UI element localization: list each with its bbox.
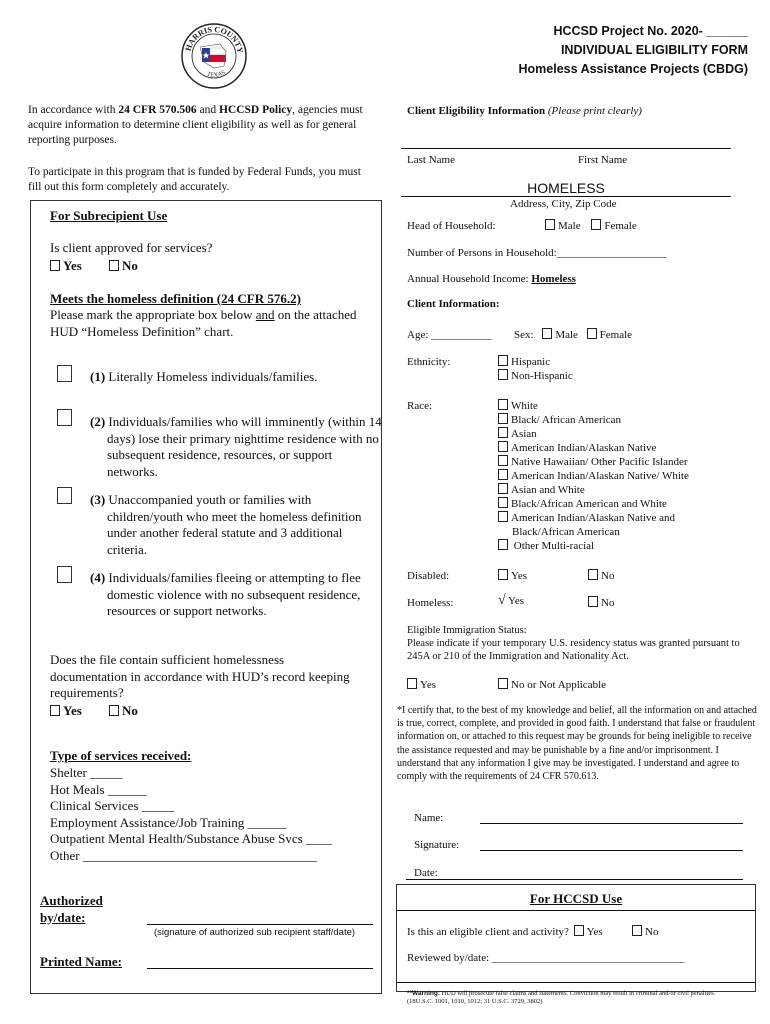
race-checkbox[interactable]: [498, 469, 508, 480]
services-title: Type of services received:: [50, 748, 192, 763]
option-1: (1) Literally Homeless individuals/families.: [90, 369, 318, 384]
unaccompanied-youth-checkbox[interactable]: [57, 487, 72, 504]
authorized-signature-line[interactable]: [147, 924, 373, 925]
literally-homeless-checkbox[interactable]: [57, 365, 72, 382]
first-name-label: First Name: [578, 154, 628, 166]
approved-options: Yes No: [50, 258, 138, 275]
certification-statement: *I certify that, to the best of my knowledge and belief, all the information on and attached is true, correct, complete, and provided in good faith. I understand that false or fraudulent information on, or attached to this request may be grounds for being ineligible to receive the assistance requested and may be punishable by a fine and/or imprisonment. I understand that any information I give may be investigated. I understand and agree to comply with the requirements of 24 CFR 570.613.: [397, 705, 757, 783]
hccsd-use-title: For HCCSD Use: [529, 891, 623, 906]
hoh-female-checkbox[interactable]: [591, 219, 601, 230]
federal-funds-paragraph: To participate in this program that is funded by Federal Funds, you must fill out this form completely and accurately.: [28, 166, 361, 193]
sex-field: Sex: Male Female: [514, 329, 633, 341]
signature-line[interactable]: [480, 850, 743, 851]
race-options: White Black/ African American Asian American Indian/Alaskan Native Native Hawaiian/ Other Pacific Islander American Indian/Alaskan Native/ White Asian and White Black/African American and White American Indian/Alaskan Native and Black/African American Other Multi-racial: [498, 399, 689, 553]
service-other[interactable]: Other ____________________________________: [50, 847, 317, 863]
project-number: HCCSD Project No. 2020- ______: [553, 24, 748, 38]
homeless-no: No: [588, 596, 614, 610]
immigration-no: No or Not Applicable: [498, 678, 606, 692]
ethnicity-checkbox[interactable]: [498, 355, 508, 366]
race-checkbox[interactable]: [498, 399, 508, 410]
head-of-household-options: Male Female: [545, 219, 637, 233]
disabled-no-checkbox[interactable]: [588, 569, 598, 580]
seal-bottom-text: TEXAS: [206, 69, 227, 79]
disabled-yes-checkbox[interactable]: [498, 569, 508, 580]
documentation-options: Yes No: [50, 703, 138, 720]
eligible-no-checkbox[interactable]: [632, 925, 642, 936]
program-title: Homeless Assistance Projects (CBDG): [518, 62, 748, 76]
service-hot-meals[interactable]: Hot Meals ______: [50, 781, 147, 797]
immigration-yes-checkbox[interactable]: [407, 678, 417, 689]
homeless-yes: √ Yes: [498, 593, 525, 608]
head-of-household-label: Head of Household:: [407, 220, 496, 232]
eligible-no: No: [632, 925, 658, 939]
approved-yes-checkbox[interactable]: [50, 260, 60, 271]
service-mental-health[interactable]: Outpatient Mental Health/Substance Abuse Svcs ____: [50, 831, 332, 846]
client-information-title: Client Information:: [407, 298, 500, 310]
ethnicity-checkbox[interactable]: [498, 369, 508, 380]
authorized-label: Authorized by/date:: [40, 893, 103, 925]
race-checkbox[interactable]: [498, 455, 508, 466]
option-3: (3) Unaccompanied youth or families with children/youth who meet the homeless definition under another federal statute and 3 additional criteria.: [90, 492, 362, 557]
signature-label: Signature:: [414, 839, 460, 851]
race-checkbox[interactable]: [498, 483, 508, 494]
fleeing-violence-checkbox[interactable]: [57, 566, 72, 583]
disabled-no: No: [588, 569, 614, 583]
form-header: [519, 22, 748, 79]
name-label: Name:: [414, 812, 444, 824]
service-employment[interactable]: Employment Assistance/Job Training ______: [50, 814, 287, 830]
homeless-no-checkbox[interactable]: [588, 596, 598, 607]
seal-top-text: HARRIS COUNTY: [183, 24, 245, 54]
approved-question: Is client approved for services?: [50, 240, 213, 255]
ethnicity-label: Ethnicity:: [407, 356, 451, 368]
services-list: [50, 765, 332, 864]
service-shelter[interactable]: Shelter _____: [50, 765, 123, 780]
disabled-yes: Yes: [498, 569, 527, 583]
date-line[interactable]: [406, 879, 743, 880]
homeless-label: Homeless:: [407, 597, 454, 609]
imminent-risk-checkbox[interactable]: [57, 409, 72, 426]
date-label: Date:: [414, 867, 438, 879]
last-name-label: Last Name: [407, 154, 455, 166]
ethnicity-options: Hispanic Non-Hispanic: [498, 355, 573, 383]
signature-caption: (signature of authorized sub recipient staff/date): [154, 927, 356, 938]
printed-name-line[interactable]: [147, 968, 373, 969]
form-title: INDIVIDUAL ELIGIBILITY FORM: [560, 43, 748, 57]
race-label: Race:: [407, 400, 433, 412]
service-clinical[interactable]: Clinical Services _____: [50, 798, 175, 813]
race-checkbox[interactable]: [498, 497, 508, 508]
address-field[interactable]: HOMELESS: [401, 180, 731, 197]
sex-female-checkbox[interactable]: [587, 328, 597, 339]
hccsd-warning-divider: [396, 982, 756, 983]
race-checkbox[interactable]: [498, 539, 508, 550]
approved-no-checkbox[interactable]: [109, 260, 119, 271]
race-checkbox[interactable]: [498, 511, 508, 522]
documentation-yes-checkbox[interactable]: [50, 705, 60, 716]
hoh-male-checkbox[interactable]: [545, 219, 555, 230]
reviewed-by[interactable]: Reviewed by/date: ___________________________________: [407, 952, 685, 964]
immigration-yes: Yes: [407, 678, 436, 692]
age-field[interactable]: Age: ___________: [407, 329, 492, 341]
eligible-question: Is this an eligible client and activity? Yes: [407, 926, 603, 938]
documentation-no-checkbox[interactable]: [109, 705, 119, 716]
option-4: (4) Individuals/families fleeing or attempting to flee domestic violence with no subsequent residence, resources or support networks.: [90, 570, 361, 618]
race-checkbox[interactable]: [498, 441, 508, 452]
client-eligibility-title: Client Eligibility Information (Please print clearly): [407, 105, 642, 117]
hccsd-divider: [396, 910, 756, 911]
persons-in-household[interactable]: Number of Persons in Household:____________________: [407, 247, 667, 259]
homeless-definition-instructions: Please mark the appropriate box below and on the attached HUD “Homeless Definition” chart.: [50, 307, 357, 339]
county-seal-logo: [180, 22, 248, 90]
annual-income: Annual Household Income: Homeless: [407, 273, 576, 285]
documentation-question: Does the file contain sufficient homelessness documentation in accordance with HUD’s record keeping requirements?: [50, 652, 350, 700]
checkmark-icon[interactable]: √: [498, 593, 506, 608]
eligible-yes-checkbox[interactable]: [574, 925, 584, 936]
printed-name-label: Printed Name:: [40, 954, 122, 969]
sex-male-checkbox[interactable]: [542, 328, 552, 339]
name-line[interactable]: [401, 148, 731, 149]
race-checkbox[interactable]: [498, 413, 508, 424]
immigration-no-checkbox[interactable]: [498, 678, 508, 689]
homeless-definition-title: Meets the homeless definition (24 CFR 576.2): [50, 291, 301, 306]
option-2: (2) Individuals/families who will imminently (within 14 days) lose their primary nighttime residence with no subsequent residence, resources, or support networks.: [90, 414, 382, 479]
warning-note: **Warning: HUD will prosecute false claims and statements. Conviction may result in criminal and/or civil penalties. (18U.S.C. 1001, 1010, 1012; 31 U.S.C. 3729, 3802): [407, 990, 716, 1005]
name-signature-line[interactable]: [480, 823, 743, 824]
disabled-label: Disabled:: [407, 570, 450, 582]
address-label: Address, City, Zip Code: [510, 198, 617, 210]
subrecipient-title: For Subrecipient Use: [50, 208, 168, 223]
intro-paragraph: In accordance with 24 CFR 570.506 and HCCSD Policy, agencies must acquire information to determine client eligibility as well as for general reporting purposes.: [28, 104, 363, 146]
race-checkbox[interactable]: [498, 427, 508, 438]
immigration-status: Eligible Immigration Status: Please indicate if your temporary U.S. residency status was granted pursuant to 245A or 210 of the Immigration and Nationality Act.: [407, 625, 740, 662]
